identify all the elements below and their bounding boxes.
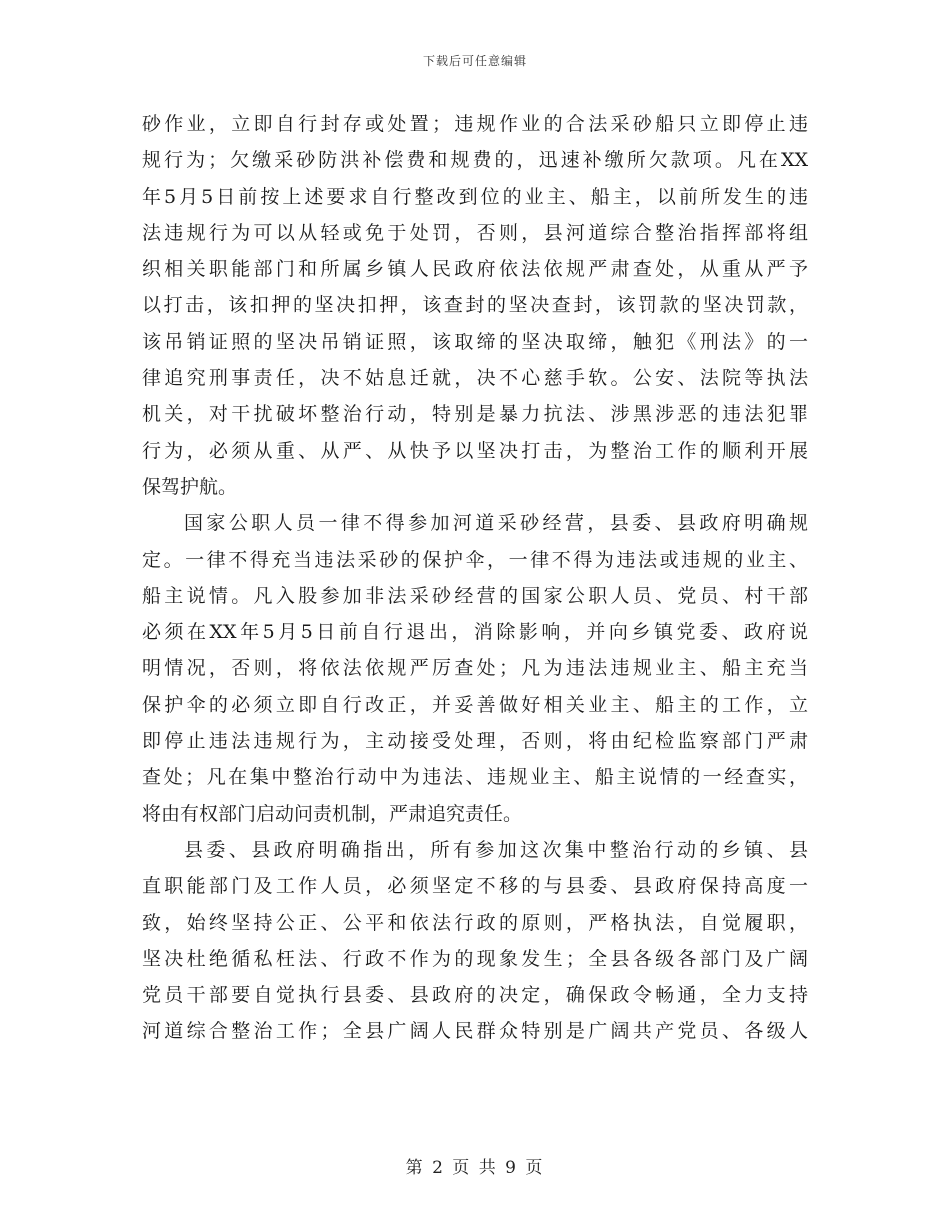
text-line: 查处；凡在集中整治行动中为违法、违规业主、船主说情的一经查实，: [142, 766, 808, 789]
text-line: 党员干部要自觉执行县委、县政府的决定，确保政令畅通，全力支持: [142, 984, 808, 1007]
text-line: 即停止违法违规行为，主动接受处理，否则，将由纪检监察部门严肃: [142, 730, 808, 753]
text-line: 砂作业，立即自行封存或处置；违规作业的合法采砂船只立即停止违: [142, 113, 808, 135]
text-line: 规行为；欠缴采砂防洪补偿费和规费的，迅速补缴所欠款项。凡在XX: [142, 149, 808, 172]
page-number: 第 2 页 共 9 页: [405, 1158, 545, 1178]
text-line: 河道综合整治工作；全县广阔人民群众特别是广阔共产党员、各级人: [142, 1020, 808, 1043]
text-line: 该吊销证照的坚决吊销证照，该取缔的坚决取缔，触犯《刑法》的一: [142, 330, 808, 353]
paragraph-3: [142, 832, 808, 1050]
text-line: 船主说情。凡入股参加非法采砂经营的国家公职人员、党员、村干部: [142, 584, 808, 607]
text-line: 将由有权部门启动问责机制，严肃追究责任。: [142, 802, 523, 825]
text-line: 国家公职人员一律不得参加河道采砂经营，县委、县政府明确规: [184, 512, 808, 535]
text-line: 定。一律不得充当违法采砂的保护伞，一律不得为违法或违规的业主、: [142, 548, 808, 571]
paragraph-2: [142, 505, 808, 832]
text-line: 县委、县政府明确指出，所有参加这次集中整治行动的乡镇、县: [184, 838, 808, 861]
text-line: 以打击，该扣押的坚决扣押，该查封的坚决查封，该罚款的坚决罚款，: [142, 294, 808, 317]
text-line: 行为，必须从重、从严、从快予以坚决打击，为整治工作的顺利开展: [142, 439, 808, 462]
text-line: 坚决杜绝循私枉法、行政不作为的现象发生；全县各级各部门及广阔: [142, 947, 808, 970]
text-line: 保护伞的必须立即自行改正，并妥善做好相关业主、船主的工作，立: [142, 693, 808, 716]
text-line: 年5月5日前按上述要求自行整改到位的业主、船主，以前所发生的违: [142, 185, 808, 208]
paragraph-1: [142, 106, 808, 505]
text-line: 保驾护航。: [142, 475, 238, 498]
text-line: 机关，对干扰破坏整治行动，特别是暴力抗法、涉黑涉恶的违法犯罪: [142, 403, 808, 426]
text-line: 律追究刑事责任，决不姑息迁就，决不心慈手软。公安、法院等执法: [142, 367, 808, 390]
text-line: 必须在XX年5月5日前自行退出，消除影响，并向乡镇党委、政府说: [142, 621, 808, 644]
document-body: [142, 106, 808, 1050]
page-header: 下载后可任意编辑: [422, 54, 527, 68]
text-line: 致，始终坚持公正、公平和依法行政的原则，严格执法，自觉履职，: [142, 911, 808, 934]
text-line: 直职能部门及工作人员，必须坚定不移的与县委、县政府保持高度一: [142, 875, 808, 898]
text-line: 法违规行为可以从轻或免于处罚，否则，县河道综合整治指挥部将组: [142, 221, 808, 244]
text-line: 织相关职能部门和所属乡镇人民政府依法依规严肃查处，从重从严予: [142, 258, 808, 281]
text-line: 明情况，否则，将依法依规严厉查处；凡为违法违规业主、船主充当: [142, 657, 808, 680]
